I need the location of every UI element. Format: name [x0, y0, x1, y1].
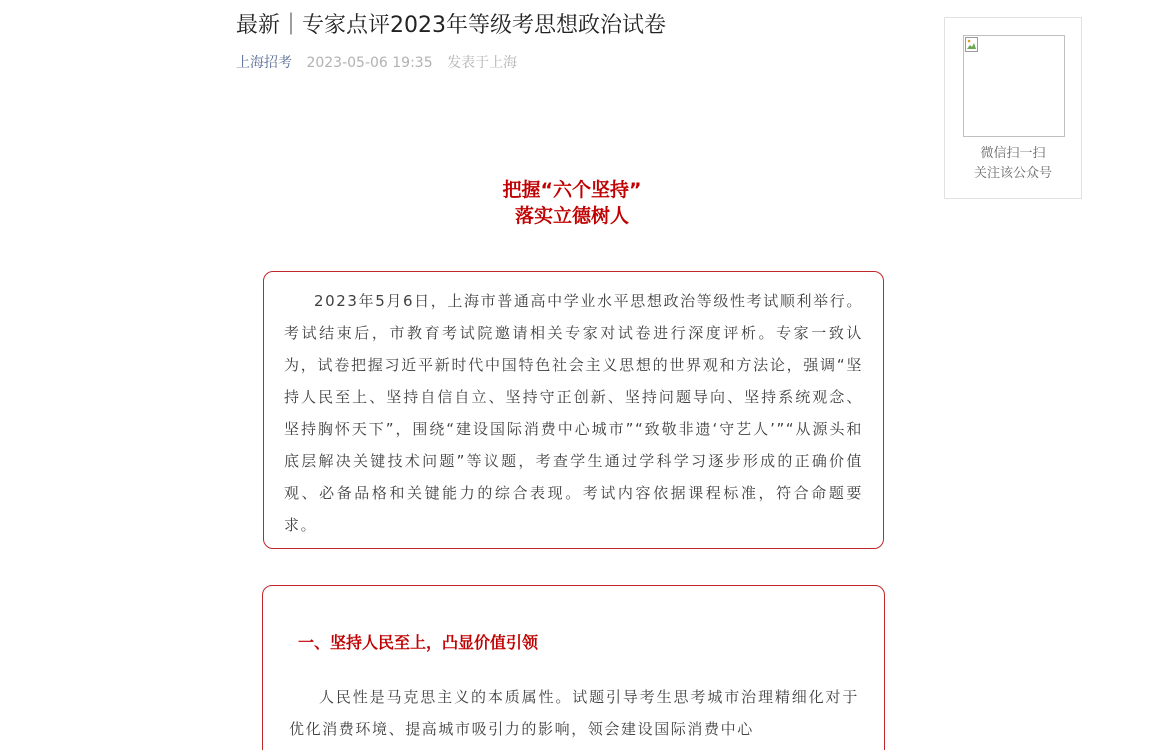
- headline-line2: 落实立德树人: [514, 205, 629, 227]
- qr-caption-line1: 微信扫一扫: [980, 146, 1046, 161]
- article-title: 最新｜专家点评2023年等级考思想政治试卷: [236, 13, 666, 38]
- publish-date: 2023-05-06 19:35: [306, 55, 433, 71]
- section1-heading: 一、坚持人民至上，凸显价值引领: [298, 633, 539, 652]
- section1-paragraph: 人民性是马克思主义的本质属性。试题引导考生思考城市治理精细化对于优化消费环境、提高城市吸引力的影响，领会建设国际消费中心: [289, 688, 859, 738]
- section-headline: [436, 177, 708, 229]
- publish-location: 发表于上海: [447, 55, 518, 71]
- broken-image-icon: [965, 37, 979, 53]
- intro-paragraph: 2023年5月6日，上海市普通高中学业水平思想政治等级性考试顺利举行。考试结束后，市教育考试院邀请相关专家对试卷进行深度评析。专家一致认为，试卷把握习近平新时代中国特色社会主义思想的世界观和方法论，强调“坚持人民至上、坚持自信自立、坚持守正创新、坚持问题导向、坚持系统观念、坚持胸怀天下”，围绕“建设国际消费中心城市”“致敬非遗‘守艺人’”“从源头和底层解决关键技术问题”等议题，考查学生通过学科学习逐步形成的正确价值观、必备品格和关键能力的综合表现。考试内容依据课程标准，符合命题要求。: [284, 292, 863, 534]
- qr-code-panel: [944, 17, 1082, 199]
- headline-line1: 把握“六个坚持”: [502, 179, 642, 201]
- intro-box: [263, 271, 884, 549]
- section1-box: [262, 585, 885, 750]
- qr-code-image: [963, 35, 1065, 137]
- article-meta: [236, 52, 517, 74]
- account-name-link[interactable]: 上海招考: [236, 55, 292, 71]
- qr-caption-line2: 关注该公众号: [973, 166, 1052, 181]
- qr-caption: [945, 144, 1081, 184]
